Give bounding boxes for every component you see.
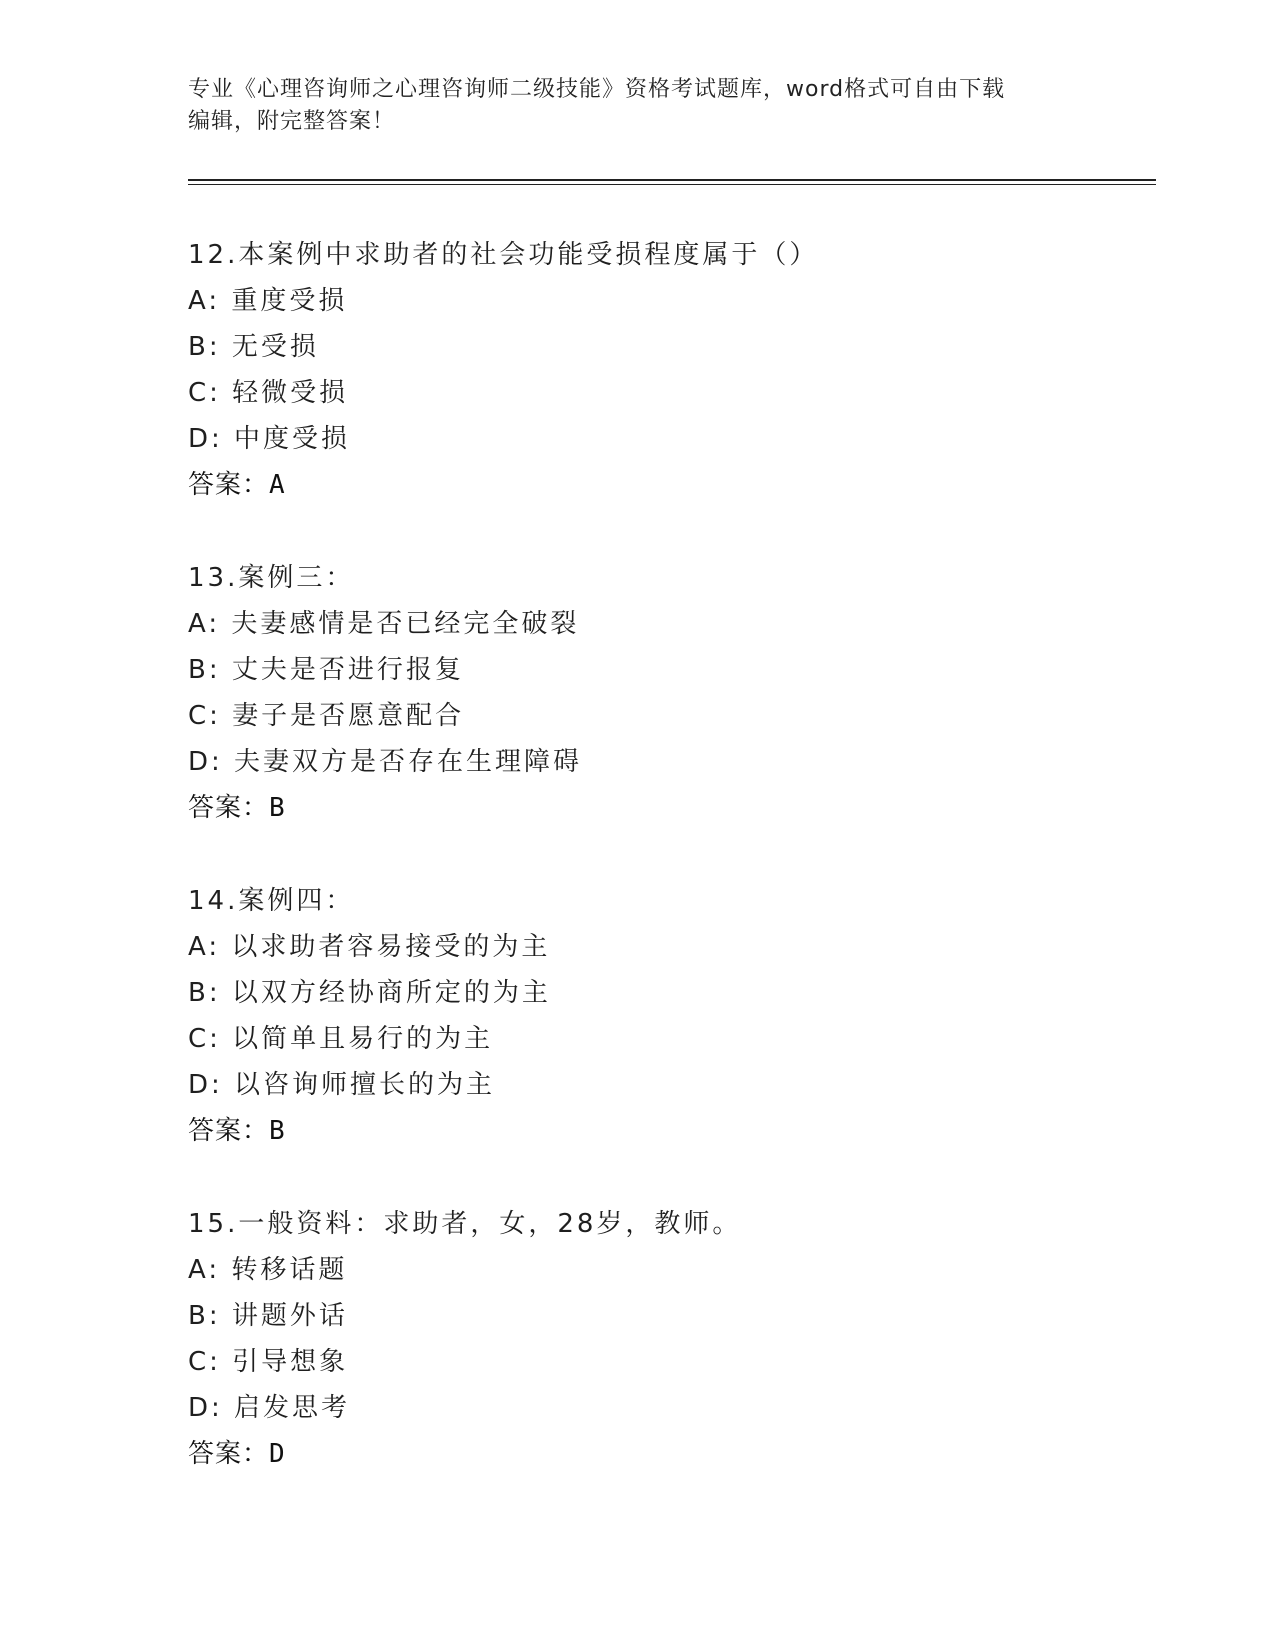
answer-value: D [269,1439,285,1469]
option-b: B: 以双方经协商所定的为主 [188,978,551,1008]
option-c: C: 引导想象 [188,1347,349,1377]
header-line-1: 专业《心理咨询师之心理咨询师二级技能》资格考试题库，word格式可自由下载 [188,77,1006,102]
header-divider-thick [188,179,1156,181]
option-d: D: 启发思考 [188,1393,351,1423]
question-15 [188,1201,1156,1477]
option-b: B: 无受损 [188,332,319,362]
header-divider-thin [188,184,1156,185]
option-c: C: 妻子是否愿意配合 [188,701,465,731]
option-c: C: 轻微受损 [188,378,349,408]
option-c: C: 以简单且易行的为主 [188,1024,494,1054]
option-d: D: 中度受损 [188,424,351,454]
answer-label: 答案： [188,793,270,823]
answer-line [188,785,1156,831]
answer-label: 答案： [188,1439,270,1469]
question-stem: 12.本案例中求助者的社会功能受损程度属于（） [188,240,819,270]
question-list [188,232,1156,1524]
option-a: A: 重度受损 [188,286,348,316]
option-b: B: 丈夫是否进行报复 [188,655,464,685]
header-line-2: 编辑，附完整答案！ [188,109,396,134]
option-a: A: 以求助者容易接受的为主 [188,932,551,962]
option-d: D: 夫妻双方是否存在生理障碍 [188,747,583,777]
question-14 [188,878,1156,1154]
answer-value: B [269,793,285,823]
question-13 [188,555,1156,831]
answer-label: 答案： [188,1116,270,1146]
answer-label: 答案： [188,470,270,500]
option-d: D: 以咨询师擅长的为主 [188,1070,496,1100]
option-a: A: 转移话题 [188,1255,348,1285]
option-a: A: 夫妻感情是否已经完全破裂 [188,609,580,639]
answer-line [188,1108,1156,1154]
option-b: B: 讲题外话 [188,1301,348,1331]
answer-value: A [269,470,285,500]
answer-value: B [269,1116,285,1146]
answer-line [188,1431,1156,1477]
question-12 [188,232,1156,508]
answer-line [188,462,1156,508]
question-stem: 15.一般资料：求助者，女，28岁，教师。 [188,1209,742,1239]
question-stem: 14.案例四： [188,886,355,916]
question-stem: 13.案例三： [188,563,355,593]
document-header [188,74,1088,138]
